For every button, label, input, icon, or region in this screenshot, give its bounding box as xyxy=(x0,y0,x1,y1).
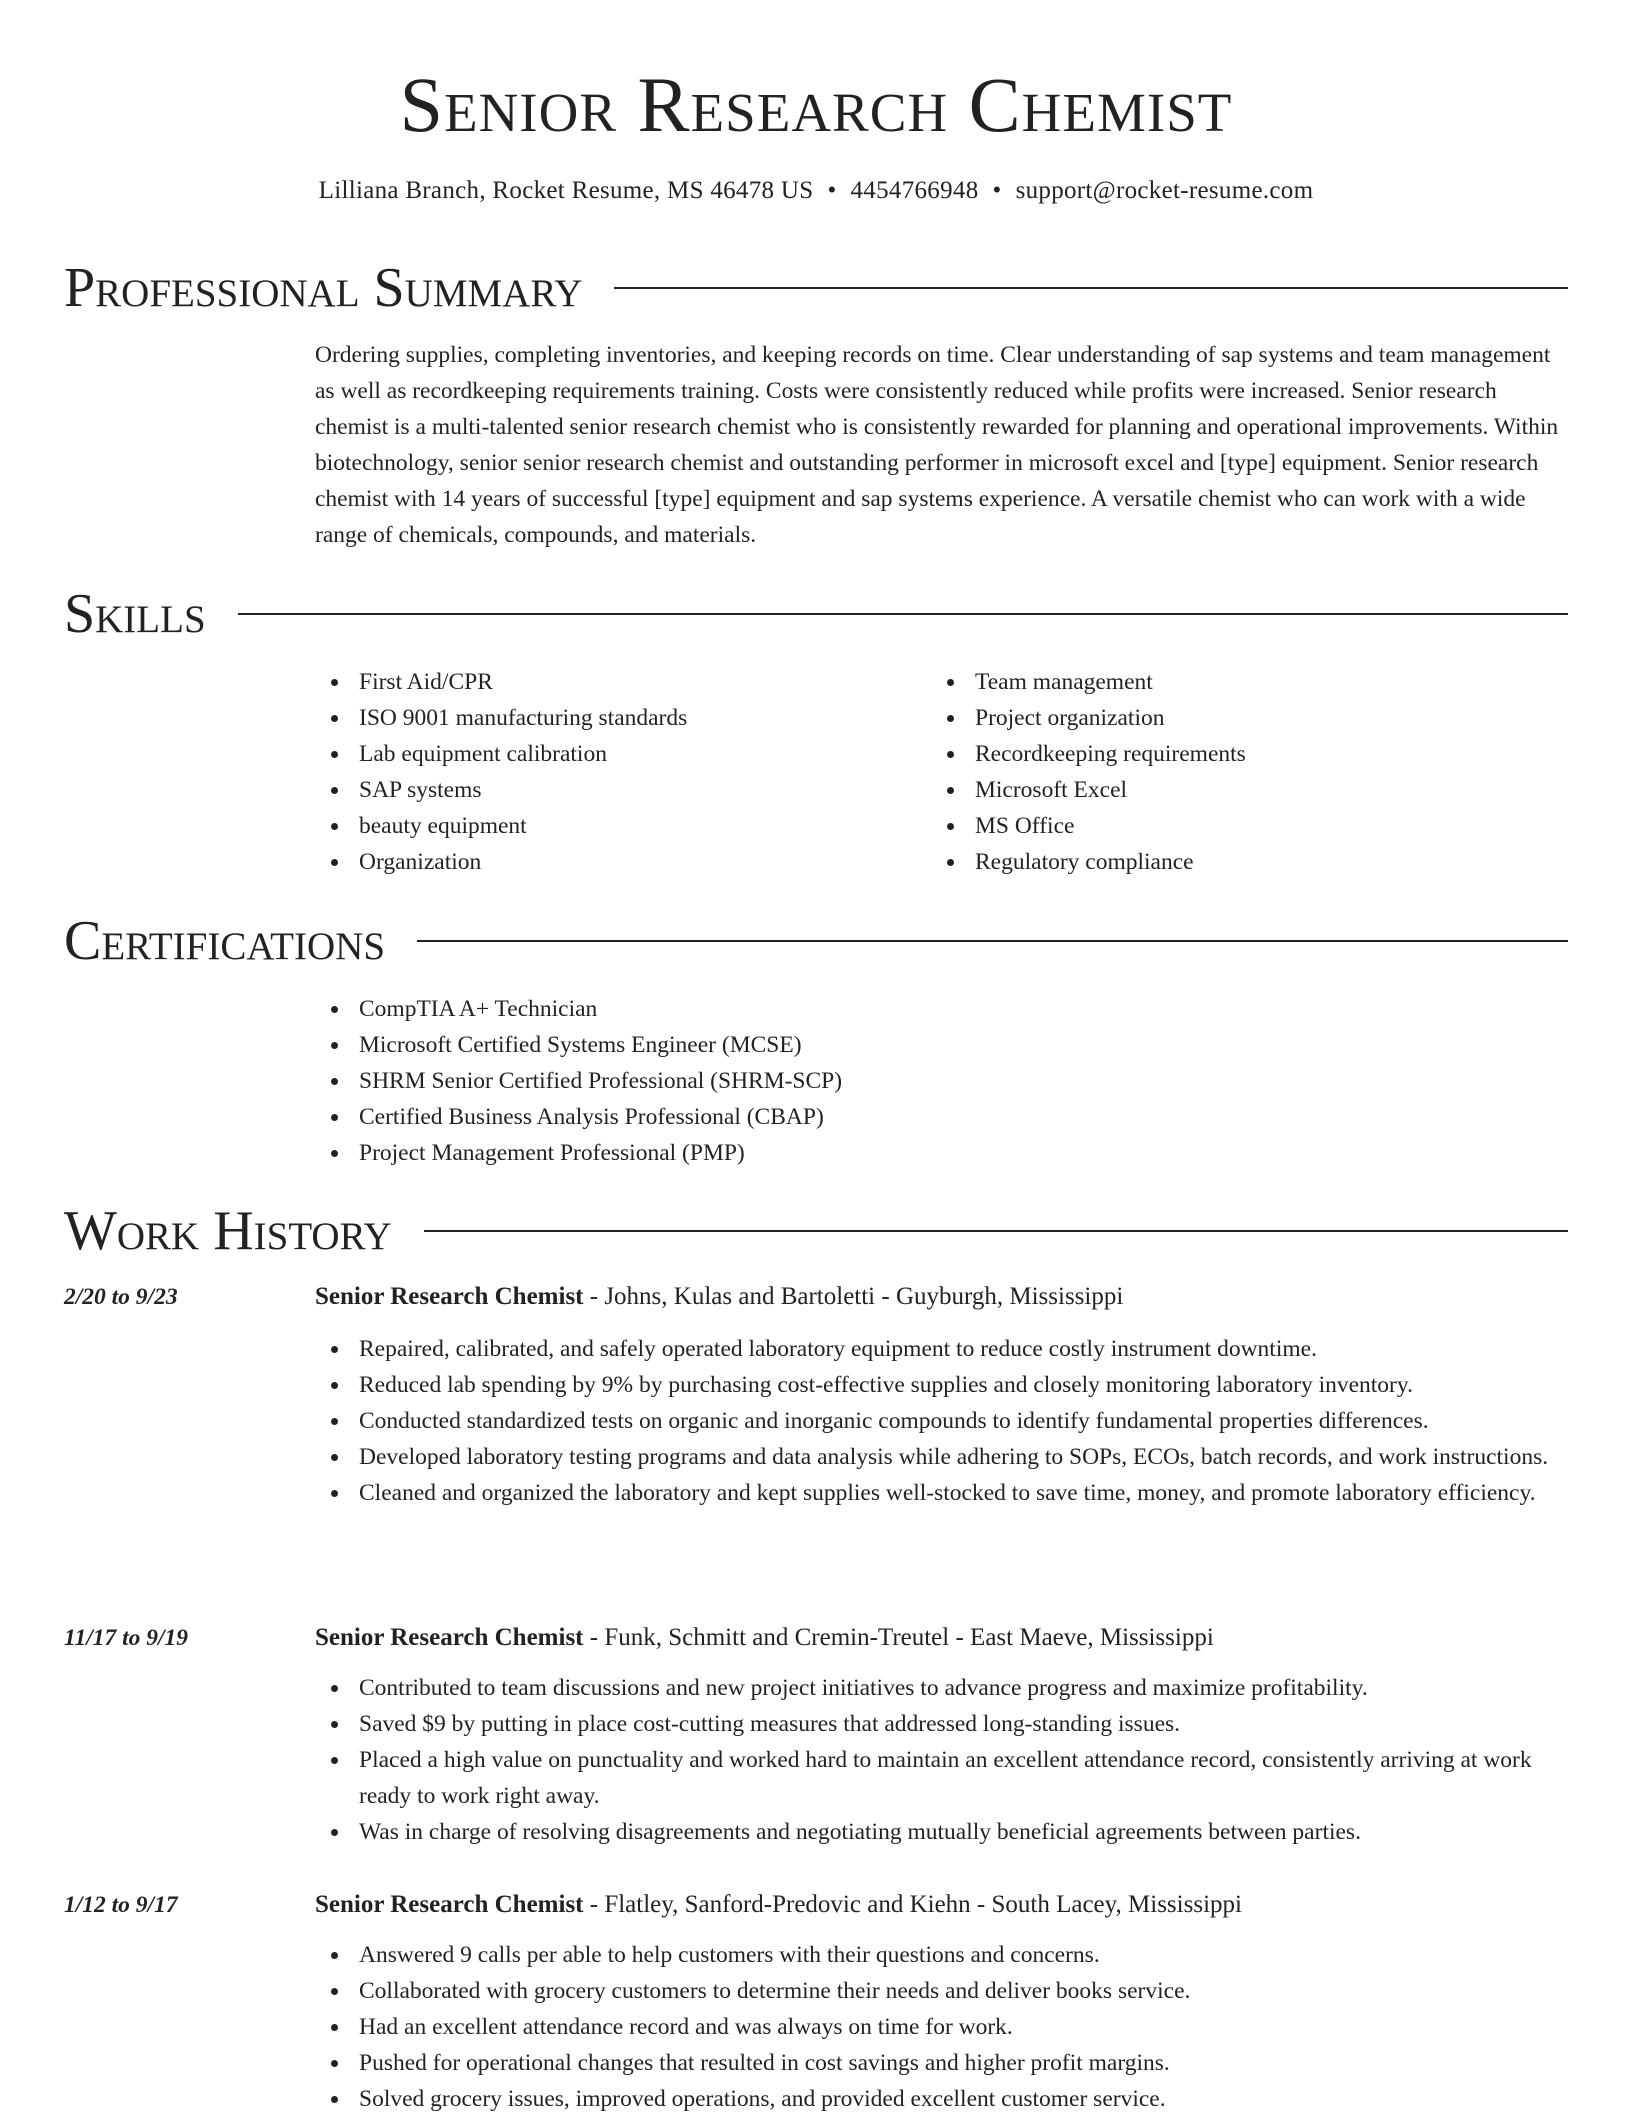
section-divider xyxy=(424,1230,1568,1232)
work-dates: 2/20 to 9/23 xyxy=(64,1284,178,1310)
contact-address: Lilliana Branch, Rocket Resume, MS 46478 US xyxy=(318,177,814,204)
certifications-list xyxy=(315,991,1568,1171)
section-title: Professional Summary xyxy=(64,257,583,319)
section-divider xyxy=(238,613,1568,615)
duty-item: Solved grocery issues, improved operations, and provided excellent customer service. xyxy=(315,2081,1568,2117)
skill-item: MS Office xyxy=(931,808,1531,844)
work-duties xyxy=(315,1331,1568,1511)
duty-item: Pushed for operational changes that resulted in cost savings and higher profit margins. xyxy=(315,2045,1568,2081)
work-heading xyxy=(315,1887,1568,1923)
contact-phone: 4454766948 xyxy=(850,177,979,204)
skill-item: Organization xyxy=(315,844,915,880)
duty-item: Conducted standardized tests on organic and inorganic compounds to identify fundamental properties differences. xyxy=(315,1403,1568,1439)
skill-item: Recordkeeping requirements xyxy=(931,736,1531,772)
duty-item: Placed a high value on punctuality and worked hard to maintain an excellent attendance record, consistently arriving at work ready to work right away. xyxy=(315,1742,1568,1814)
certification-item: Certified Business Analysis Professional (CBAP) xyxy=(315,1099,1568,1135)
skill-item: SAP systems xyxy=(315,772,915,808)
skill-item: beauty equipment xyxy=(315,808,915,844)
section-title: Skills xyxy=(64,583,206,645)
contact-separator: • xyxy=(827,177,837,204)
employer-location: - Flatley, Sanford-Predovic and Kiehn - South Lacey, Mississippi xyxy=(583,1891,1242,1918)
section-divider xyxy=(614,287,1568,289)
employer-location: - Funk, Schmitt and Cremin-Treutel - East Maeve, Mississippi xyxy=(583,1624,1214,1651)
certification-item: Microsoft Certified Systems Engineer (MCSE) xyxy=(315,1027,1568,1063)
job-title: Senior Research Chemist xyxy=(315,1283,584,1310)
document-title: Senior Research Chemist xyxy=(399,61,1233,148)
skill-item: First Aid/CPR xyxy=(315,664,915,700)
skill-item: Team management xyxy=(931,664,1531,700)
skills-list-left xyxy=(315,664,915,880)
contact-email: support@rocket-resume.com xyxy=(1015,177,1314,204)
skill-item: ISO 9001 manufacturing standards xyxy=(315,700,915,736)
duty-item: Saved $9 by putting in place cost-cutting measures that addressed long-standing issues. xyxy=(315,1706,1568,1742)
certification-item: Project Management Professional (PMP) xyxy=(315,1135,1568,1171)
duty-item: Reduced lab spending by 9% by purchasing cost-effective supplies and closely monitoring laboratory inventory. xyxy=(315,1367,1568,1403)
duty-item: Collaborated with grocery customers to determine their needs and deliver books service. xyxy=(315,1973,1568,2009)
duty-item: Had an excellent attendance record and was always on time for work. xyxy=(315,2009,1568,2045)
work-dates: 11/17 to 9/19 xyxy=(64,1625,189,1651)
section-title: Certifications xyxy=(64,910,386,972)
summary-text: Ordering supplies, completing inventories, and keeping records on time. Clear understanding of sap systems and team management as well as recordkeeping requirements training. Costs were consistently reduced while profits were increased. Senior research chemist is a multi-talented senior research chemist who is consistently rewarded for planning and operational improvements. Within biotechnology, senior senior research chemist and outstanding performer in microsoft excel and [type] equipment. Senior research chemist with 14 years of successful [type] equipment and sap systems experience. A versatile chemist who can work with a wide range of chemicals, compounds, and materials. xyxy=(315,342,1559,548)
contact-separator: • xyxy=(992,177,1002,204)
skill-item: Regulatory compliance xyxy=(931,844,1531,880)
skills-section-heading xyxy=(64,582,1568,646)
job-title: Senior Research Chemist xyxy=(315,1891,584,1918)
work-dates: 1/12 to 9/17 xyxy=(64,1892,178,1918)
skills-list-right xyxy=(931,664,1531,880)
work-duties xyxy=(315,1670,1568,1850)
duty-item: Answered 9 calls per able to help customers with their questions and concerns. xyxy=(315,1937,1568,1973)
duty-item: Developed laboratory testing programs and data analysis while adhering to SOPs, ECOs, batch records, and work instructions. xyxy=(315,1439,1568,1475)
skill-item: Project organization xyxy=(931,700,1531,736)
certifications-section-heading xyxy=(64,909,1568,973)
skill-item: Lab equipment calibration xyxy=(315,736,915,772)
work-duties xyxy=(315,1937,1568,2117)
contact-line xyxy=(64,174,1568,208)
job-title: Senior Research Chemist xyxy=(315,1624,584,1651)
certification-item: CompTIA A+ Technician xyxy=(315,991,1568,1027)
employer-location: - Johns, Kulas and Bartoletti - Guyburgh, Mississippi xyxy=(583,1283,1124,1310)
work-heading xyxy=(315,1620,1568,1656)
work-heading xyxy=(315,1279,1568,1315)
duty-item: Contributed to team discussions and new project initiatives to advance progress and maximize profitability. xyxy=(315,1670,1568,1706)
section-title: Work History xyxy=(64,1200,392,1262)
certification-item: SHRM Senior Certified Professional (SHRM-SCP) xyxy=(315,1063,1568,1099)
duty-item: Repaired, calibrated, and safely operated laboratory equipment to reduce costly instrument downtime. xyxy=(315,1331,1568,1367)
skill-item: Microsoft Excel xyxy=(931,772,1531,808)
work-history-section-heading xyxy=(64,1199,1568,1263)
section-divider xyxy=(417,940,1568,942)
summary-section-heading xyxy=(64,256,1568,320)
duty-item: Cleaned and organized the laboratory and kept supplies well-stocked to save time, money, and promote laboratory efficiency. xyxy=(315,1475,1568,1511)
duty-item: Was in charge of resolving disagreements and negotiating mutually beneficial agreements between parties. xyxy=(315,1814,1568,1850)
